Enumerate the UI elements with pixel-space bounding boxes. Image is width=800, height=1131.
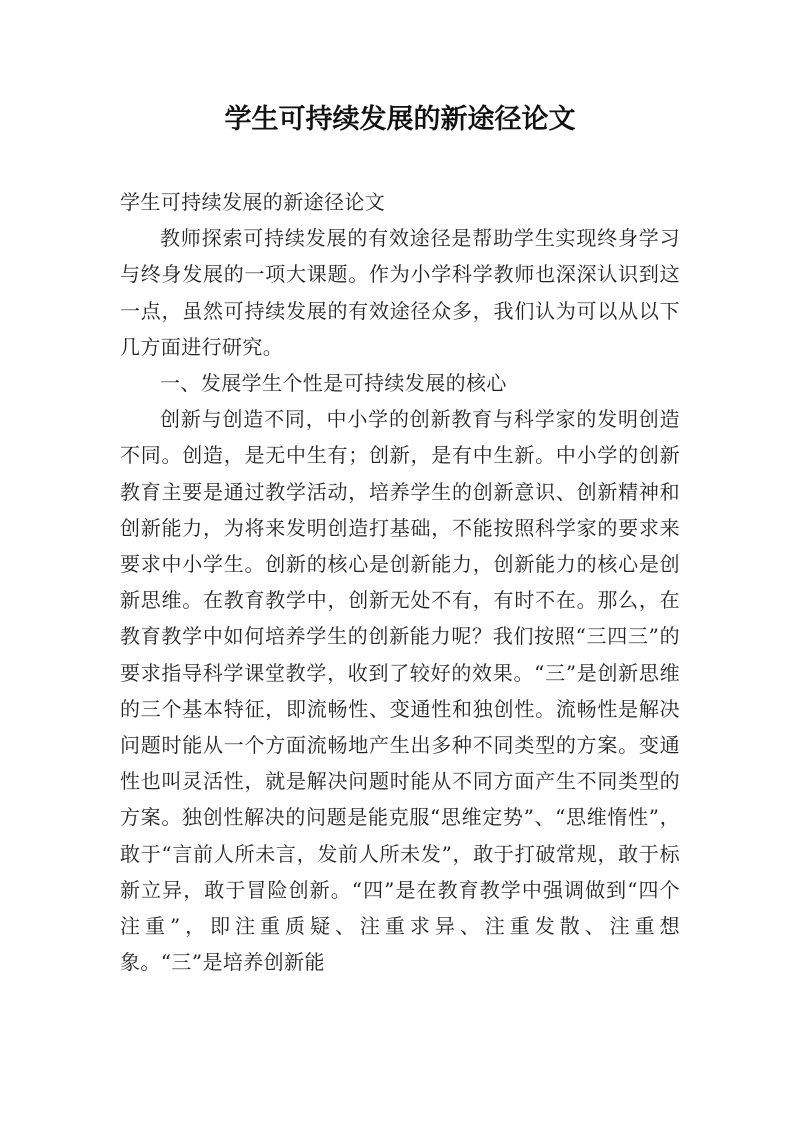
section-heading-1: 一、发展学生个性是可持续发展的核心 (160, 371, 507, 396)
document-body (120, 184, 680, 980)
document-title: 学生可持续发展的新途径论文 (224, 104, 576, 135)
paragraph-innovation: 创新与创造不同，中小学的创新教育与科学家的发明创造不同。创造，是无中生有；创新，是有中生新。中小学的创新教育主要是通过教学活动，培养学生的创新意识、创新精神和创新能力，为将来发明创造打基础，不能按照科学家的要求来要求中小学生。创新的核心是创新能力，创新能力的核心是创新思维。在教育教学中，创新无处不有，有时不在。那么，在教育教学中如何培养学生的创新能力呢？我们按照“三四三”的要求指导科学课堂教学，收到了较好的效果。“三”是创新思维的三个基本特征，即流畅性、变通性和独创性。流畅性是解决问题时能从一个方面流畅地产生出多种不同类型的方案。变通性也叫灵活性，就是解决问题时能从不同方面产生不同类型的方案。独创性解决的问题是能克服“思维定势”、“思维惰性”，敢于“言前人所未言，发前人所未发”，敢于打破常规，敢于标新立异，敢于冒险创新。“四”是在教育教学中强调做到“四个注重”，即注重质疑、注重求异、注重发散、注重想象。“三”是培养创新能 (120, 407, 680, 975)
document-subtitle: 学生可持续发展的新途径论文 (120, 190, 386, 214)
paragraph-intro: 教师探索可持续发展的有效途径是帮助学生实现终身学习与终身发展的一项大课题。作为小学科学教师也深深认识到这一点，虽然可持续发展的有效途径众多，我们认为可以从以下几方面进行研究。 (120, 226, 680, 359)
